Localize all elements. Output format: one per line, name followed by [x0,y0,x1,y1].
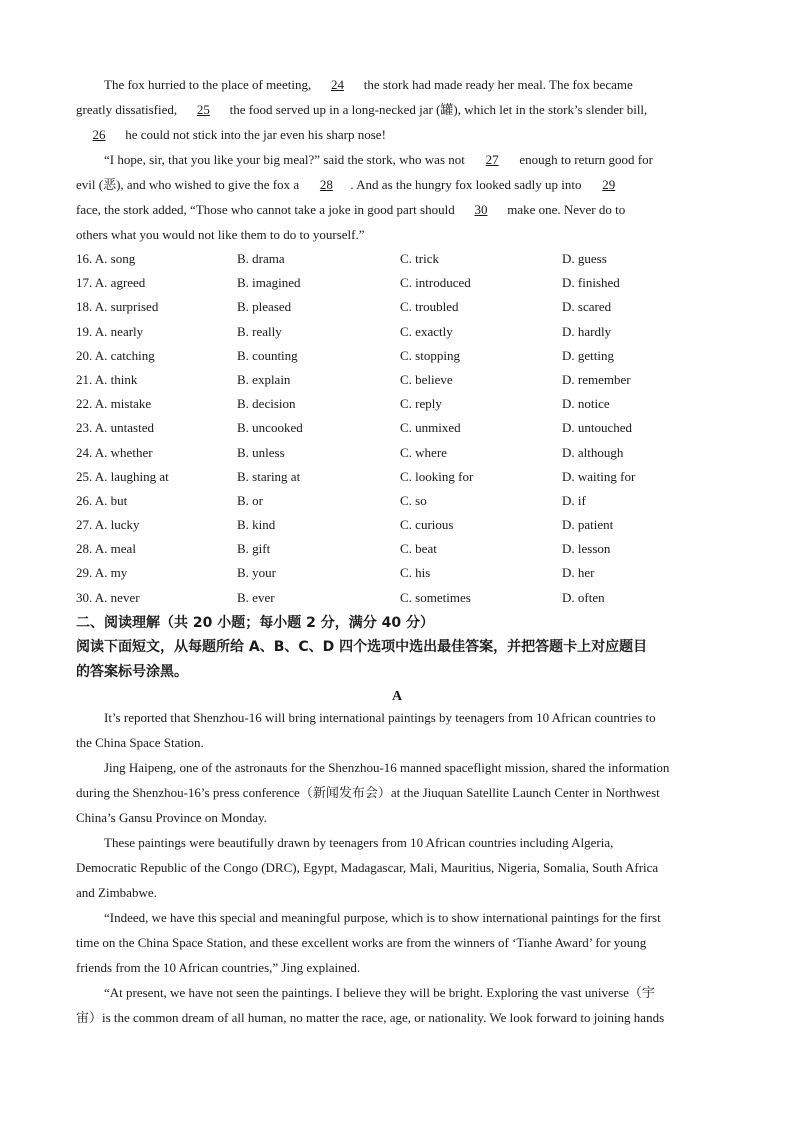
option-a: 27. A. lucky [76,517,140,533]
passage-line: China’s Gansu Province on Monday. [76,810,267,825]
blank-24: 24 [330,77,344,92]
story-line [76,122,716,147]
story-line [76,72,716,97]
story-paragraph-1 [76,72,716,147]
story-text: “I hope, sir, that you like your big meal?” said the stork, who was not [104,152,469,167]
option-b: B. counting [237,347,298,363]
passage-line: Democratic Republic of the Congo (DRC), Egypt, Madagascar, Mali, Mauritius, Nigeria, Somalia, South Africa [76,860,659,875]
passage-line: It’s reported that Shenzhou-16 will bring international paintings by teenagers from 10 African countries to [104,710,656,725]
option-a: 17. A. agreed [76,275,146,291]
option-c: C. his [400,565,431,581]
passage-line: during the Shenzhou-16’s press conference（新闻发布会）at the Jiuquan Satellite Launch Center in Northwest [76,785,660,800]
option-a: 19. A. nearly [76,323,144,339]
option-a: 29. A. my [76,565,128,581]
option-a: 22. A. mistake [76,396,152,412]
option-c: C. so [400,492,427,508]
story-line [76,147,716,172]
option-c: C. introduced [400,275,471,291]
option-a: 25. A. laughing at [76,468,169,484]
option-c: C. unmixed [400,420,461,436]
story-text: The fox hurried to the place of meeting, [104,77,315,92]
story-text: the food served up in a long-necked jar (罐), which let in the stork’s slender bill, [226,102,648,117]
option-d: D. waiting for [562,468,636,484]
option-b: B. staring at [237,468,301,484]
option-b: B. explain [237,371,291,387]
option-c: C. reply [400,396,442,412]
story-text: greatly dissatisfied, [76,102,181,117]
story-line [76,197,716,222]
section-heading: 二、阅读理解（共 20 小题；每小题 2 分，满分 40 分） [76,615,434,631]
option-row-22 [76,392,716,416]
option-c: C. curious [400,517,454,533]
option-c: C. where [400,444,447,460]
option-d: D. finished [562,275,620,291]
option-row-29 [76,561,716,585]
blank-28: 28 [319,177,333,192]
option-row-16 [76,247,716,271]
option-c: C. exactly [400,323,453,339]
option-b: B. pleased [237,299,292,315]
option-d: D. remember [562,371,631,387]
passage-a-body [76,705,726,1030]
option-row-30 [76,586,716,610]
story-text: face, the stork added, “Those who cannot take a joke in good part should [76,202,458,217]
story-line [76,172,716,197]
option-a: 23. A. untasted [76,420,154,436]
option-c: C. stopping [400,347,460,363]
option-row-26 [76,489,716,513]
option-b: B. drama [237,251,285,266]
option-row-23 [76,416,716,440]
option-a: 20. A. catching [76,347,155,363]
options-table [76,247,716,610]
story-text: make one. Never do to [503,202,626,217]
story-text: . And as the hungry fox looked sadly up into [350,177,585,192]
passage-line: Jing Haipeng, one of the astronauts for the Shenzhou-16 manned spaceflight mission, shared the information [104,760,670,775]
option-b: B. your [237,565,276,581]
story-text: the stork had made ready her meal. The fox became [360,77,633,92]
passage-line: “Indeed, we have this special and meaningful purpose, which is to show international paintings for the first [104,910,661,925]
passage-line: time on the China Space Station, and these excellent works are from the winners of ‘Tianhe Award’ for young [76,935,647,950]
story-text: enough to return good for [516,152,653,167]
section-instruction-line-2: 的答案标号涂黑。 [76,664,188,680]
option-b: B. or [237,492,263,508]
passage-line: the China Space Station. [76,735,204,750]
option-d: D. her [562,565,595,581]
option-row-24 [76,441,716,465]
story-line [76,222,716,247]
option-a: 16. A. song [76,251,136,266]
option-a: 26. A. but [76,492,128,508]
story-text: others what you would not like them to do to yourself.” [76,227,365,242]
passage-line: “At present, we have not seen the paintings. I believe they will be bright. Exploring the vast universe（宇 [104,985,655,1000]
passage-title: A [391,689,403,704]
option-row-20 [76,344,716,368]
option-d: D. untouched [562,420,633,436]
option-c: C. believe [400,371,453,387]
option-c: C. beat [400,541,437,557]
option-row-28 [76,537,716,561]
option-a: 18. A. surprised [76,299,159,315]
option-b: B. really [237,323,282,339]
passage-line: 宙）is the common dream of all human, no matter the race, age, or nationality. We look forward to joining hands [76,1010,665,1025]
option-b: B. ever [237,589,275,605]
option-d: D. scared [562,299,612,315]
option-d: D. getting [562,347,614,363]
option-a: 28. A. meal [76,541,136,557]
passage-line: and Zimbabwe. [76,885,157,900]
option-d: D. patient [562,517,614,533]
option-d: D. although [562,444,624,460]
option-a: 24. A. whether [76,444,153,460]
option-row-18 [76,295,716,319]
blank-30: 30 [474,202,488,217]
section-instruction-line-1: 阅读下面短文，从每题所给 A、B、C、D 四个选项中选出最佳答案，并把答题卡上对应题目 [76,639,648,655]
passage-line: These paintings were beautifully drawn by teenagers from 10 African countries including Algeria, [104,835,614,850]
option-row-21 [76,368,716,392]
option-row-17 [76,271,716,295]
passage-line: friends from the 10 African countries,” Jing explained. [76,960,361,975]
option-d: D. if [562,492,586,508]
option-c: C. looking for [400,468,474,484]
story-paragraph-2 [76,147,716,247]
blank-26: 26 [92,127,106,142]
option-d: D. guess [562,251,607,266]
blank-27: 27 [485,152,499,167]
option-b: B. kind [237,517,276,533]
option-row-25 [76,465,716,489]
option-a: 30. A. never [76,589,140,605]
option-row-27 [76,513,716,537]
option-b: B. uncooked [237,420,303,436]
option-c: C. trick [400,251,439,266]
option-b: B. gift [237,541,271,557]
option-c: C. troubled [400,299,459,315]
option-a: 21. A. think [76,371,138,387]
option-c: C. sometimes [400,589,471,605]
option-d: D. often [562,589,605,605]
blank-25: 25 [196,102,210,117]
story-text: he could not stick into the jar even his sharp nose! [122,127,386,142]
option-d: D. notice [562,396,610,412]
option-d: D. hardly [562,323,612,339]
story-text: evil (恶), and who wished to give the fox a [76,177,303,192]
option-row-19 [76,320,716,344]
option-b: B. imagined [237,275,301,291]
option-b: B. unless [237,444,285,460]
blank-29: 29 [602,177,616,192]
option-b: B. decision [237,396,296,412]
story-line [76,97,716,122]
option-d: D. lesson [562,541,611,557]
